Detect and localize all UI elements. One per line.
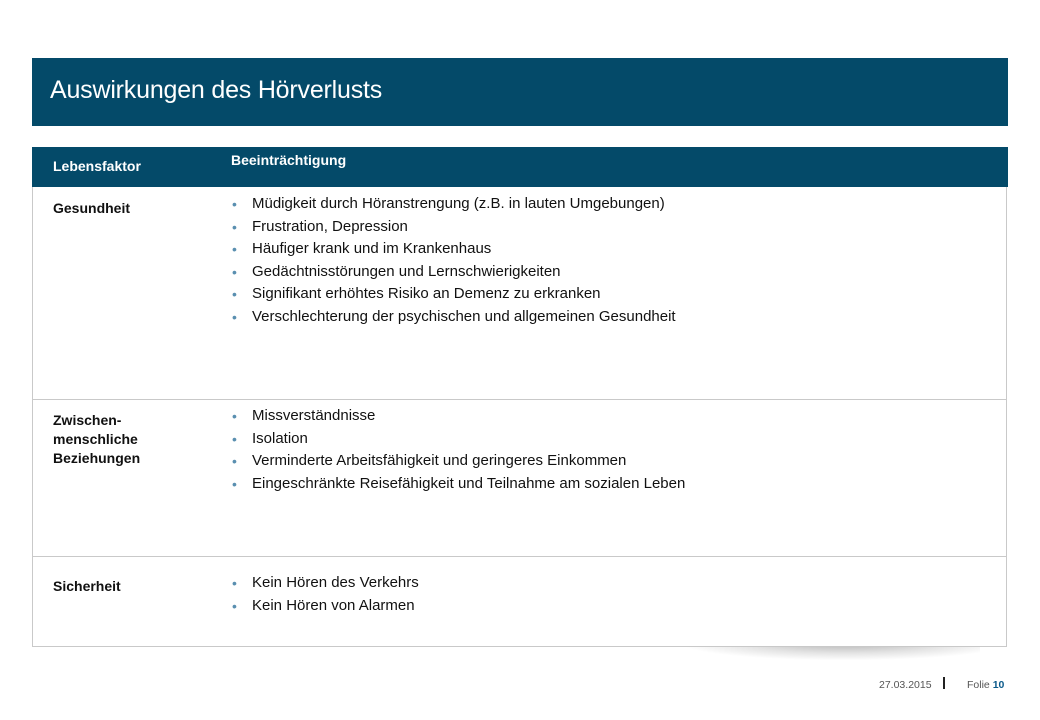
list-item: • Isolation xyxy=(230,428,685,451)
bullet-icon: • xyxy=(232,286,237,302)
table-row-safety xyxy=(33,557,1006,646)
bullet-icon: • xyxy=(232,218,237,235)
footer-separator xyxy=(943,677,945,689)
list-item: • Missverständnisse xyxy=(230,405,685,428)
bullet-icon: • xyxy=(232,430,237,447)
table-row-health xyxy=(33,187,1006,400)
table-header xyxy=(32,147,1008,187)
bullet-icon: • xyxy=(232,408,237,424)
footer-date: 27.03.2015 xyxy=(879,679,932,691)
list-item: • Eingeschränkte Reisefähigkeit und Teilnahme am sozialen Leben xyxy=(230,473,685,496)
factor-label: Gesundheit xyxy=(53,200,131,216)
bullet-icon: • xyxy=(232,241,237,257)
bullet-icon: • xyxy=(232,453,237,469)
list-item: • Verminderte Arbeitsfähigkeit und geringeres Einkommen xyxy=(230,450,685,473)
list-item: • Häufiger krank und im Krankenhaus xyxy=(230,238,676,261)
impact-table xyxy=(32,147,1007,647)
factor-label: Zwischen- menschliche Beziehungen xyxy=(53,412,141,466)
table-row-relationships xyxy=(33,400,1006,557)
bullet-icon: • xyxy=(232,263,237,280)
column-header-impairment: Beeinträchtigung xyxy=(231,152,347,168)
list-item: • Kein Hören von Alarmen xyxy=(230,595,419,618)
factor-label: Sicherheit xyxy=(53,578,121,594)
bullet-icon: • xyxy=(232,475,237,492)
title-bar xyxy=(32,58,1008,126)
bullet-icon: • xyxy=(232,196,237,212)
impairment-list xyxy=(230,193,676,328)
impairment-list xyxy=(230,572,419,617)
slide-title: Auswirkungen des Hörverlusts xyxy=(50,76,383,104)
list-item: • Müdigkeit durch Höranstrengung (z.B. in lauten Umgebungen) xyxy=(230,193,676,216)
list-item: • Signifikant erhöhtes Risiko an Demenz zu erkranken xyxy=(230,283,676,306)
bullet-icon: • xyxy=(232,308,237,325)
list-item: • Verschlechterung der psychischen und allgemeinen Gesundheit xyxy=(230,306,676,329)
bullet-icon: • xyxy=(232,575,237,591)
list-item: • Frustration, Depression xyxy=(230,216,676,239)
bullet-icon: • xyxy=(232,597,237,614)
list-item: • Gedächtnisstörungen und Lernschwierigkeiten xyxy=(230,261,676,284)
footer-slide-number: Folie 10 xyxy=(967,679,1005,691)
list-item: • Kein Hören des Verkehrs xyxy=(230,572,419,595)
impairment-list xyxy=(230,405,685,495)
column-header-factor: Lebensfaktor xyxy=(53,158,141,174)
